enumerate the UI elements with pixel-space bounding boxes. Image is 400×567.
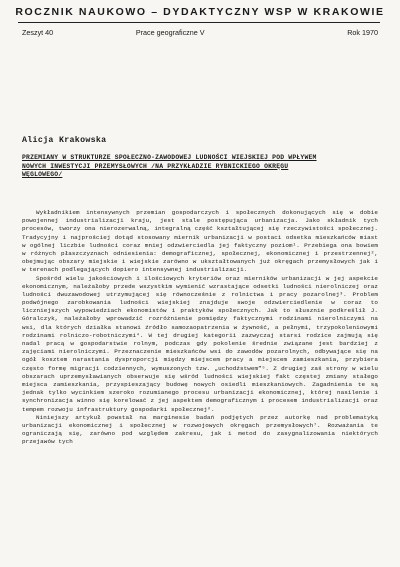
journal-header: ROCZNIK NAUKOWO – DYDAKTYCZNY WSP W KRAKOWIE [15, 6, 385, 18]
body-paragraph: Wykładnikiem intensywnych przemian gospodarczych i społecznych dokonujących się w dobie powojennej industrializacji kraju, jest stale postępująca urbanizacja. Jako składnik tych procesów, tworzy ona nierozerwalną, integralną część kształtującej się rzeczywistości społecznej. Tradycyjny i najprościej dotąd stosowany miernik urbanizacji w postaci odsetka mieszkańców miast w ogólnej liczbie ludności coraz mniej odzwierciedla jej faktyczny poziom¹. Przebiega ona bowiem w różnych płaszczyznach odniesienia: demograficznej, społecznej, ekonomicznej i przestrzennej², obejmując obszary miejskie i wiejskie zarówno w ukształtowanych już okręgach przemysłowych jak i w terenach podlegających dopiero intensywnej industrializacji. [22, 209, 378, 274]
header-rule [18, 22, 380, 23]
issue-meta-row [22, 28, 378, 37]
body-paragraph: Spośród wielu jakościowych i ilościowych kryteriów oraz mierników urbanizacji w jej aspekcie ekonomicznym, należałoby przede wszystkim wymienić wzrastające odsetki ludności nierolniczej oraz ludności dwuzawodowej utrzymującej się równocześnie z rolnictwa i pracy pozarolnej³. Problem podwójnego zarobkowania ludności wiejskiej znajduje swoje odzwierciedlenie w coraz to liczniejszych wypowiedziach ekonomistów i praktyków społecznych. Jak to słusznie podkreślił J. Góralczyk, należałoby wprowadzić rozróżnienie pomiędzy faktycznymi rodzinami nierolniczymi na wsi, dla których działka stanowi źródło samozaopatrzenia w żywność, a pełnymi, trzypokoleniowymi rodzinami rolniczo-robotniczymi⁴. W tej drugiej kategorii zazwyczaj starsi rodzice zajmują się nadal pracą w gospodarstwie rolnym, podczas gdy pokolenie średnie związane jest bardziej z zajęciami nierolniczymi. Przeznaczenie mieszkańców wsi do zawodów pozarolnych, odbywające się na ogół kosztem narastania dysproporcji między miejscem pracy a miejscem zamieszkania, przybiera często formę migracji codziennych, wymuszonych tzw. „uchodźstwem”⁵. Z drugiej zaś strony w wielu obszarach uprzemysławianych obserwuje się wśród ludności wiejskiej fakt częstej zmiany stałego miejsca zamieszkania, przyspieszający budowę nowych osiedli mieszkaniowych. Zagadnienia te są jednak tylko wycinkiem szeroko rozumianego procesu urbanizacji ekonomicznej, której nasilenie i synchronizacja winno się korelować z jej aspektem demograficznym i procesem industrializacji oraz tempem rozwoju infrastruktury gospodarki społecznej⁶. [22, 274, 378, 413]
article-body [22, 209, 378, 446]
series-name: Prace geograficzne V [135, 28, 205, 37]
article-author: Alicja Krakowska [22, 136, 107, 145]
issue-year: Rok 1970 [347, 28, 378, 37]
issue-number: Zeszyt 40 [22, 28, 54, 37]
article-title: PRZEMIANY W STRUKTURZE SPOŁECZNO-ZAWODOWEJ LUDNOŚCI WIEJSKIEJ POD WPŁYWEM NOWYCH INWESTYCJI PRZEMYSŁOWYCH /NA PRZYKŁADZIE RYBNICKIEGO OKRĘGU WĘGLOWEGO/ [22, 154, 317, 179]
body-paragraph: Niniejszy artykuł powstał na marginesie badań podjętych przez autorkę nad problematyką urbanizacji ekonomicznej i społecznej w rozwojowych okręgach przemysłowych⁷. Rozważania te ograniczają się, zarówno pod względem zakresu, jak i metod do zasygnalizowania niektórych przejawów tych [22, 413, 378, 446]
